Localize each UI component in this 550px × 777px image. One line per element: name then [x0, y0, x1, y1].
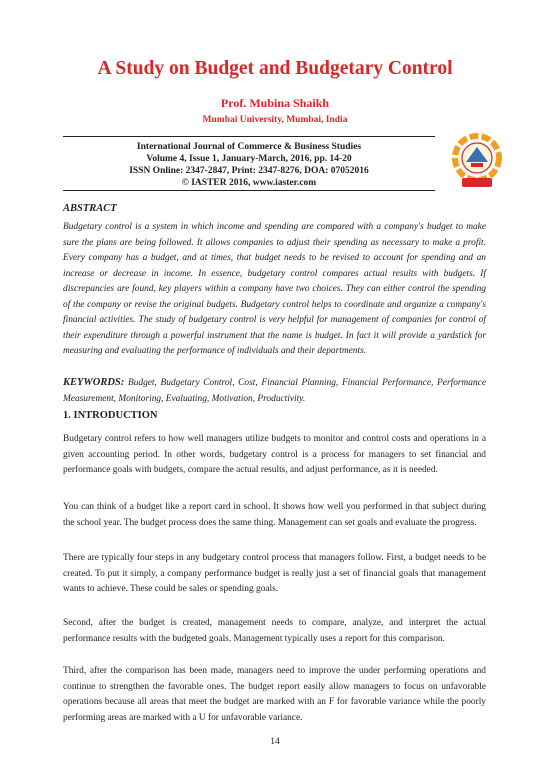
- author-name: Prof. Mubina Shaikh: [220, 96, 330, 110]
- intro-paragraph: You can think of a budget like a report card in school. It shows how well you performed in that subject during the school year. The budget process does the same thing. Management can set goals and evaluate the progress.: [63, 502, 486, 528]
- iaster-logo: [452, 132, 502, 190]
- journal-volume: Volume 4, Issue 1, January-March, 2016, pp. 14-20: [146, 154, 352, 164]
- intro-paragraph: Third, after the comparison has been made, managers need to improve the under performing operations and continue to strengthen the favorable ones. The budget report easily allow managers to focus on unfavorable operations because all areas that meet the budget are marked with an F for favorable variance while the poorly performing areas are marked with a U for unfavorable variance.: [63, 666, 486, 723]
- journal-info: [63, 141, 435, 189]
- page-number: 14: [270, 737, 280, 747]
- paper-title: A Study on Budget and Budgetary Control: [97, 58, 453, 79]
- top-divider: [63, 136, 435, 137]
- section-heading-introduction: 1. INTRODUCTION: [63, 410, 158, 421]
- keywords-label: KEYWORDS:: [63, 377, 125, 388]
- bottom-divider: [63, 190, 435, 191]
- journal-copyright: © IASTER 2016, www.iaster.com: [181, 178, 317, 188]
- abstract-heading: ABSTRACT: [63, 203, 117, 214]
- keywords: [63, 375, 486, 407]
- abstract-body: Budgetary control is a system in which income and spending are compared with a company's budget to make sure the plans are being followed. It allows companies to adjust their spending as necessary to make a profit. Every company has a budget, and at times, that budget needs to be revised to account for spending and an increase or decrease in income. In essence, budgetary control compares actual results with budgets. If discrepancies are found, key players within a company have two choices. They can either control the spending of the company or revise the original budgets. Budgetary control helps to coordinate and organize a company's financial activities. The study of budgetary control is very helpful for management of companies for control of their expenditure through a powerful instrument that the name is budget. In fact it will provide a yardstick for measuring and evaluating the performance of individuals and their departments.: [63, 222, 486, 356]
- journal-name: International Journal of Commerce & Business Studies: [136, 142, 362, 152]
- author-affiliation: Mumbai University, Mumbai, India: [202, 115, 348, 125]
- intro-paragraph: Second, after the budget is created, management needs to compare, analyze, and interpret the actual performance results with the budgeted goals. Management typically uses a report for this comparison.: [63, 618, 486, 644]
- intro-paragraph: There are typically four steps in any budgetary control process that managers follow. First, a budget needs to be created. To put it simply, a company performance budget is really just a set of financial goals that management wants to achieve. These could be sales or spending goals.: [63, 553, 486, 595]
- journal-issn: ISSN Online: 2347-2847, Print: 2347-8276, DOA: 07052016: [129, 166, 369, 176]
- keywords-text: Budget, Budgetary Control, Cost, Financial Planning, Financial Performance, Performance Measurement, Monitoring, Evaluating, Motivation, Productivity.: [63, 378, 487, 404]
- intro-paragraph: Budgetary control refers to how well managers utilize budgets to monitor and control costs and operations in a given accounting period. In other words, budgetary control is a process for managers to set financial and performance goals with budgets, compare the actual results, and adjust performance, as it is needed.: [63, 434, 486, 476]
